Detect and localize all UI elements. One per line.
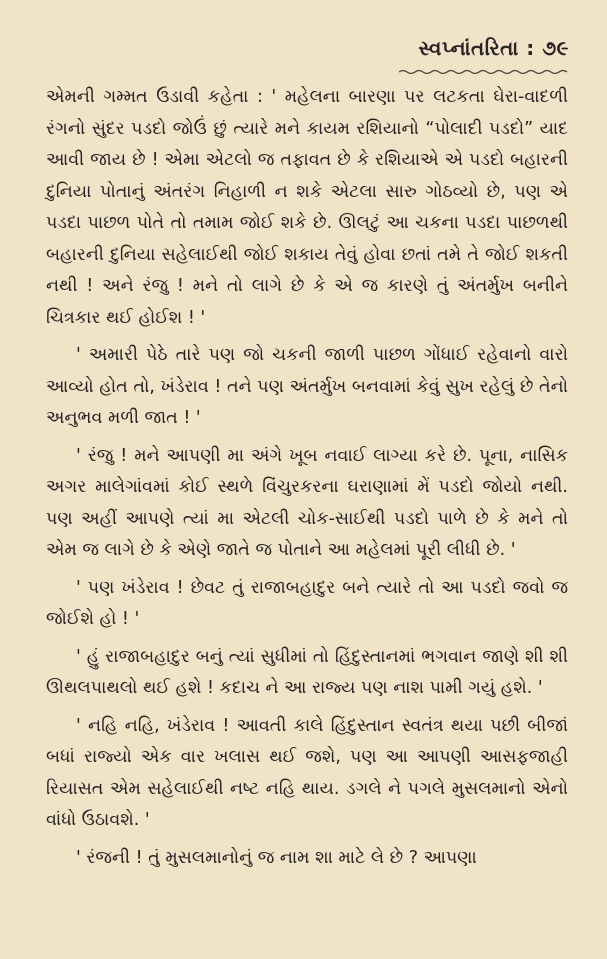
paragraph-3: ' રંજુ ! મને આપણી મા અંગે ખૂબ નવાઈ લાગ્યા કરે છે. પૂના, નાસિક અગર માલેગાંવમાં કોઈ સ્થળે વિંચુરકરના ઘરાણામાં મેં પડદો જોયો નથી. પણ અહીં આપણે ત્યાં મા એટલી ચોક-સાઈથી પડદો પાળે છે કે મને તો એમ જ લાગે છે કે એણે જાતે જ પોતાને આ મહેલમાં પૂરી લીધી છે. ' <box>46 445 568 560</box>
paragraph-6: ' નહિ નહિ, ખંડેરાવ ! આવતી કાલે હિંદુસ્તાન સ્વતંત્ર થયા પછી બીજાં બધાં રાજ્યો એક વાર ખલાસ થઈ જશે, પણ આ આપણી આસફજાહી રિયાસત એમ સહેલાઈથી નષ્ટ નહિ થાય. ડગલે ને પગલે મુસલમાનો એનો વાંધો ઉઠાવશે. ' <box>46 715 568 830</box>
running-head: સ્વપ્નાંતરિતા : ૭૯ <box>418 36 569 60</box>
paragraph-1: એમની ગમ્મત ઉડાવી કહેતા : ' મહેલના બારણા પર લટકતા ઘેરા-વાદળી રંગનો સુંદર પડદો જોઉં છું ત્યારે મને કાયમ રશિયાનો “પોલાદી પડદો” યાદ આવી જાય છે ! એમા એટલો જ તફાવત છે કે રશિયાએ એ પડદો બહારની દુનિયા પોતાનું અંતરંગ નિહાળી ન શકે એટલા સારુ ગોઠવ્યો છે, પણ એ પડદા પાછળ પોતે તો તમામ જોઈ શકે છે. ઊલટું આ ચકના પડદા પાછળથી બહારની દુનિયા સહેલાઈથી જોઈ શકાય તેવું હોવા છતાં તમે તે જોઈ શકતી નથી ! અને રંજુ ! મને તો લાગે છે કે એ જ કારણે તું અંતર્મુખ બનીને ચિત્રકાર થઈ હોઈશ ! ' <box>46 87 568 328</box>
body-text <box>46 82 568 880</box>
page-header <box>399 36 569 79</box>
paragraph-5: ' હું રાજાબહાદુર બનું ત્યાં સુધીમાં તો હિંદુસ્તાનમાં ભગવાન જાણે શી શી ઊથલપાથલો થઈ હશે ! કદાચ ને આ રાજ્ય પણ નાશ પામી ગયું હશે. ' <box>46 646 568 698</box>
paragraph-2: ' અમારી પેઠે તારે પણ જો ચકની જાળી પાછળ ગોંધાઈ રહેવાનો વારો આવ્યો હોત તો, ખંડેરાવ ! તને પણ અંતર્મુખ બનવામાં કેવું સુખ રહેલું છે તેનો અનુભવ મળી જાત ! ' <box>46 345 568 428</box>
paragraph-7: ' રંજની ! તું મુસલમાનોનું જ નામ શા માટે લે છે ? આપણા <box>76 847 477 868</box>
header-wavy-rule <box>399 69 569 75</box>
paragraph-4: ' પણ ખંડેરાવ ! છેવટ તું રાજાબહાદુર બને ત્યારે તો આ પડદો જવો જ જોઈશે હો ! ' <box>46 577 568 629</box>
